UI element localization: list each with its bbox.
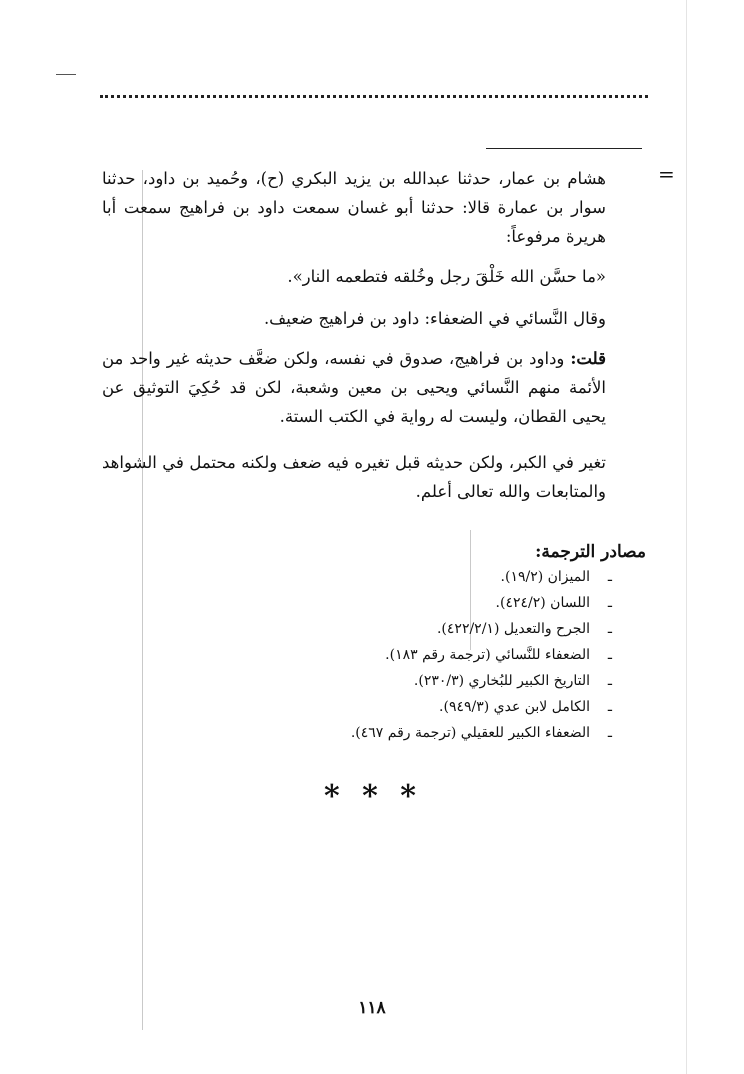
list-item: ـالميزان (١٩/٢). xyxy=(280,564,612,590)
qult-paragraph xyxy=(102,344,606,431)
list-item: ـالضعفاء للنَّسائي (ترجمة رقم ١٨٣). xyxy=(280,642,612,668)
page-number: ١١٨ xyxy=(358,998,386,1018)
sources-list xyxy=(280,564,612,746)
qult-label: قلت: xyxy=(570,349,606,368)
nasai-statement: وقال النَّسائي في الضعفاء: داود بن فراهيج ضعيف. xyxy=(263,309,606,328)
sources-heading: مصادر الترجمة: xyxy=(535,542,646,562)
list-item: ـالضعفاء الكبير للعقيلي (ترجمة رقم ٤٦٧). xyxy=(280,720,612,746)
dash-mark: ـ xyxy=(607,699,612,715)
scan-line xyxy=(142,170,143,1030)
list-item: ـاللسان (٤٢٤/٢). xyxy=(280,590,612,616)
footnote-continuation-mark: = xyxy=(658,162,675,186)
dash-mark: ـ xyxy=(607,673,612,689)
conclusion-paragraph: تغير في الكبر، ولكن حديثه قبل تغيره فيه ضعف ولكنه محتمل في الشواهد والمتابعات والله تعالى أعلم. xyxy=(102,453,606,501)
scan-mark xyxy=(56,74,76,75)
hadith-text: «ما حسَّن الله خَلْقَ رجل وخُلقه فتطعمه النار». xyxy=(287,267,606,286)
scan-line xyxy=(686,0,687,1074)
footnote-paragraph: هشام بن عمار، حدثنا عبدالله بن يزيد البكري (ح)، وحُميد بن داود، حدثنا سوار بن عمارة قالا: حدثنا أبو غسان سمعت داود بن فراهيج سمعت أبا هريرة مرفوعاً: xyxy=(102,169,606,246)
footnote-rule xyxy=(486,148,642,149)
dash-mark: ـ xyxy=(607,595,612,611)
list-item: ـالتاريخ الكبير للبُخاري (٢٣٠/٣). xyxy=(280,668,612,694)
qult-text: وداود بن فراهيج، صدوق في نفسه، ولكن ضعَّف حديثه غير واحد من الأئمة منهم النَّسائي ويحيى بن معين وشعبة، لكن قد حُكِيَ التوثيق عن يحيى القطان، وليست له رواية في الكتب الستة. xyxy=(102,349,606,426)
dash-mark: ـ xyxy=(607,621,612,637)
dash-mark: ـ xyxy=(607,725,612,741)
list-item: ـالكامل لابن عدي (٩٤٩/٣). xyxy=(280,694,612,720)
dash-mark: ـ xyxy=(607,647,612,663)
list-item: ـالجرح والتعديل (٤٢٢/٢/١). xyxy=(280,616,612,642)
header-separator-text xyxy=(100,84,648,98)
dash-mark: ـ xyxy=(607,569,612,585)
section-separator-stars: * * * xyxy=(324,779,422,814)
